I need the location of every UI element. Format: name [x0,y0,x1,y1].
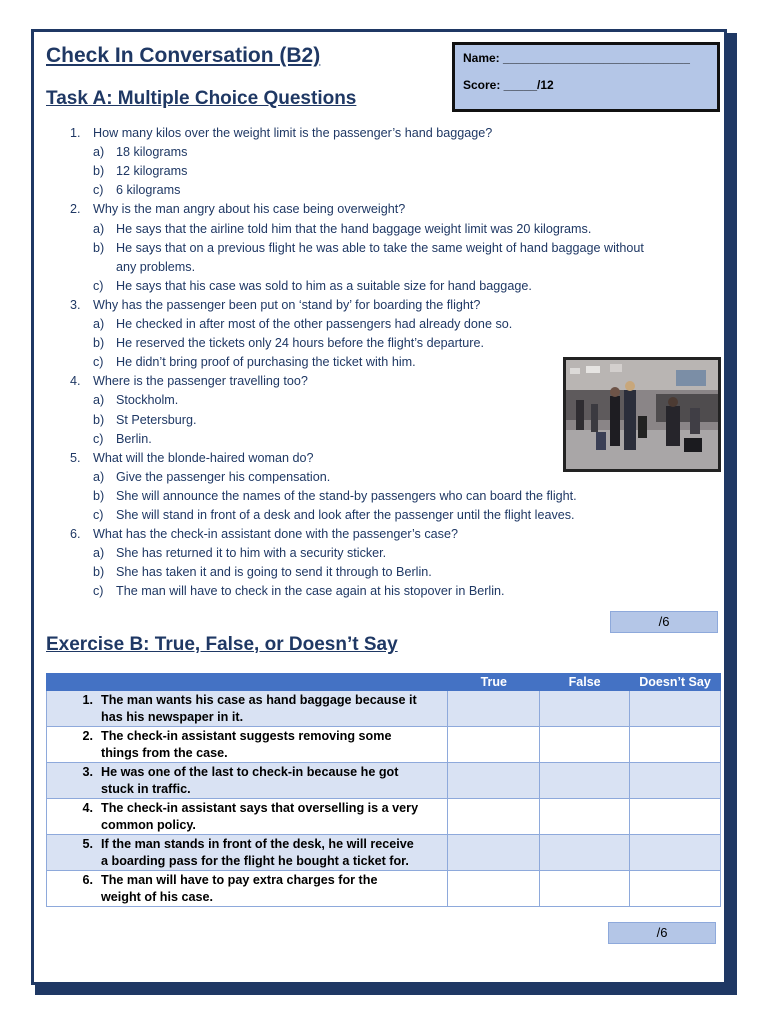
true-answer-cell[interactable] [448,727,540,763]
option-text: She has returned it to him with a security sticker. [116,546,387,561]
option-letter: c) [93,584,104,599]
question-number: 3. [70,297,81,312]
name-score-box [452,42,720,112]
statement-cell [47,763,448,799]
false-answer-cell[interactable] [540,727,630,763]
false-answer-cell[interactable] [540,691,630,727]
statement-line-2: stuck in traffic. [101,782,191,796]
option-text: He reserved the tickets only 24 hours before the flight’s departure. [116,336,484,351]
question-6 [70,525,458,544]
option-1-c [93,181,180,200]
doesnt-say-answer-cell[interactable] [630,691,721,727]
doesnt-say-answer-cell[interactable] [630,763,721,799]
statement-number: 4. [82,801,93,815]
question-number: 1. [70,126,81,140]
score-line: Score: _____/12 [463,78,554,92]
statement-line-1: The check-in assistant says that overselling is a very [101,801,419,815]
table-row [47,763,721,799]
option-text: She will announce the names of the stand-by passengers who can board the flight. [116,488,577,503]
option-text-cont: any problems. [116,259,196,274]
option-letter: a) [93,546,105,561]
statement-cell [47,835,448,871]
question-4 [70,372,308,391]
question-5 [70,449,314,468]
option-text: The man will have to check in the case again at his stopover in Berlin. [116,584,505,599]
name-line: Name: ____________________________ [463,51,690,65]
statement-line-2: things from the case. [101,746,228,760]
option-5-a [93,468,330,487]
option-text: St Petersburg. [116,412,197,427]
option-letter: b) [93,565,105,580]
option-6-a [93,544,386,563]
option-letter: c) [93,508,104,522]
question-3 [70,296,480,315]
table-row [47,799,721,835]
question-text: Why is the man angry about his case being overweight? [93,202,406,217]
worksheet-title: Check In Conversation (B2) [46,44,321,67]
option-3-a [93,315,512,334]
question-number: 2. [70,202,81,217]
question-number: 6. [70,527,81,542]
statement-number: 5. [82,837,93,851]
option-letter: c) [93,183,104,198]
doesnt-say-answer-cell[interactable] [630,835,721,871]
question-text: What has the check-in assistant done with the passenger’s case? [93,527,458,542]
option-letter: b) [93,240,105,255]
statement-line-1: The check-in assistant suggests removing some [101,729,392,743]
airport-check-in-photo [563,357,721,472]
exercise-b-score-box: /6 [608,922,716,944]
option-3-c [93,353,416,372]
false-answer-cell[interactable] [540,763,630,799]
true-false-table [46,673,721,907]
question-text: How many kilos over the weight limit is the passenger’s hand baggage? [93,126,493,140]
statement-line-1: He was one of the last to check-in because he got [101,765,399,779]
option-text: He says that on a previous flight he was able to take the same weight of hand baggage without [116,240,644,255]
option-letter: a) [93,221,105,236]
statement-line-1: The man wants his case as hand baggage because it [101,693,417,707]
header-false: False [540,674,630,691]
header-doesnt-say: Doesn’t Say [630,674,721,691]
photo-illustration [566,360,718,469]
statement-cell [47,727,448,763]
true-answer-cell[interactable] [448,835,540,871]
statement-cell [47,691,448,727]
table-row [47,871,721,907]
statement-cell [47,799,448,835]
statement-line-2: a boarding pass for the flight he bought a ticket for. [101,854,409,868]
statement-number: 3. [82,765,93,779]
task-a-heading: Task A: Multiple Choice Questions [46,88,357,109]
statement-number: 2. [82,729,93,743]
statement-line-2: has his newspaper in it. [101,710,244,724]
true-answer-cell[interactable] [448,871,540,907]
option-text: 18 kilograms [116,145,188,160]
true-answer-cell[interactable] [448,799,540,835]
true-answer-cell[interactable] [448,763,540,799]
question-text: Why has the passenger been put on ‘stand by’ for boarding the flight? [93,297,481,312]
option-6-b [93,563,432,582]
question-2 [70,200,405,219]
option-letter: a) [93,317,105,331]
option-text: She has taken it and is going to send it through to Berlin. [116,565,432,580]
option-continuation [93,258,195,277]
option-2-b [93,239,644,258]
option-text: Stockholm. [116,393,179,408]
option-letter: a) [93,469,105,484]
option-text: He checked in after most of the other passengers had already done so. [116,317,513,331]
table-row [47,835,721,871]
option-2-c [93,277,532,296]
statement-cell [47,871,448,907]
header-statement [47,674,448,691]
doesnt-say-answer-cell[interactable] [630,871,721,907]
option-text: He didn’t bring proof of purchasing the ticket with him. [116,355,416,370]
exercise-b-heading: Exercise B: True, False, or Doesn’t Say [46,634,398,655]
option-letter: a) [93,393,105,408]
option-3-b [93,334,484,353]
statement-line-2: common policy. [101,818,196,832]
statement-line-1: If the man stands in front of the desk, he will receive [101,837,414,851]
doesnt-say-answer-cell[interactable] [630,727,721,763]
statement-line-2: weight of his case. [101,890,213,904]
option-letter: c) [93,355,104,370]
table-header-row [47,674,721,691]
option-letter: b) [93,164,105,179]
option-letter: b) [93,488,105,503]
option-4-c [93,430,152,449]
task-a-score-box: /6 [610,611,718,633]
option-text: Give the passenger his compensation. [116,469,331,484]
statement-number: 1. [82,693,93,707]
question-1 [70,124,492,143]
false-answer-cell[interactable] [540,799,630,835]
table-row [47,727,721,763]
question-number: 5. [70,450,81,465]
option-1-a [93,143,187,162]
option-1-b [93,162,187,181]
option-letter: c) [93,431,104,446]
option-text: He says that the airline told him that the hand baggage weight limit was 20 kilograms. [116,221,592,236]
option-text: He says that his case was sold to him as a suitable size for hand baggage. [116,278,532,293]
table-row [47,691,721,727]
option-letter: a) [93,145,105,160]
question-number: 4. [70,374,81,389]
option-text: 12 kilograms [116,164,188,179]
option-letter: b) [93,336,105,351]
option-4-b [93,411,197,430]
option-letter: c) [93,278,104,293]
false-answer-cell[interactable] [540,871,630,907]
statement-line-1: The man will have to pay extra charges for the [101,873,378,887]
option-text: 6 kilograms [116,183,181,198]
false-answer-cell[interactable] [540,835,630,871]
option-4-a [93,391,178,410]
option-5-c [93,506,575,525]
option-2-a [93,220,591,239]
option-6-c [93,582,505,601]
doesnt-say-answer-cell[interactable] [630,799,721,835]
question-text: Where is the passenger travelling too? [93,374,308,389]
statement-number: 6. [82,873,93,887]
option-text: Berlin. [116,431,152,446]
header-true: True [448,674,540,691]
option-5-b [93,487,577,506]
option-text: She will stand in front of a desk and look after the passenger until the flight leaves. [116,508,575,522]
question-text: What will the blonde-haired woman do? [93,450,314,465]
option-letter: b) [93,412,105,427]
true-answer-cell[interactable] [448,691,540,727]
